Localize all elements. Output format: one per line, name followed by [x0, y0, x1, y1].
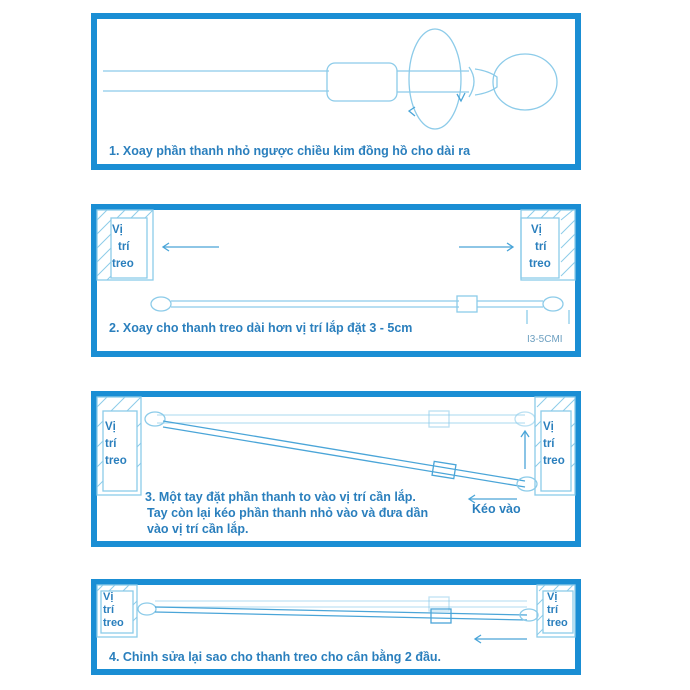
step-2-panel	[91, 204, 581, 357]
step-4-right-wall-label: Vị trí treo	[547, 591, 568, 629]
step-3-caption: 3. Một tay đặt phần thanh to vào vị trí cần lắp. Tay còn lại kéo phần thanh nhỏ vào và đưa dần vào vị trí cần lắp.	[145, 490, 429, 536]
measure-label: I3-5CMI	[527, 334, 563, 345]
step-2-right-wall-label: Vị trí treo	[529, 224, 551, 270]
step-3-right-wall-label: Vị trí treo	[543, 421, 565, 467]
step-2-caption: 2. Xoay cho thanh treo dài hơn vị trí lắp đặt 3 - 5cm	[109, 321, 413, 335]
step-2-left-wall-label: Vị trí treo	[112, 224, 134, 270]
step-4-left-wall-label: Vị trí treo	[103, 591, 124, 629]
step-3-left-wall-label: Vị trí treo	[105, 421, 127, 467]
step-1-panel	[91, 13, 581, 170]
pull-label: Kéo vào	[472, 502, 521, 516]
step-4-panel	[91, 579, 581, 675]
step-3-panel	[91, 391, 581, 547]
step-4-caption: 4. Chỉnh sửa lại sao cho thanh treo cho cân bằng 2 đầu.	[109, 650, 442, 664]
step-1-caption: 1. Xoay phần thanh nhỏ ngược chiều kim đồng hồ cho dài ra	[109, 144, 471, 158]
